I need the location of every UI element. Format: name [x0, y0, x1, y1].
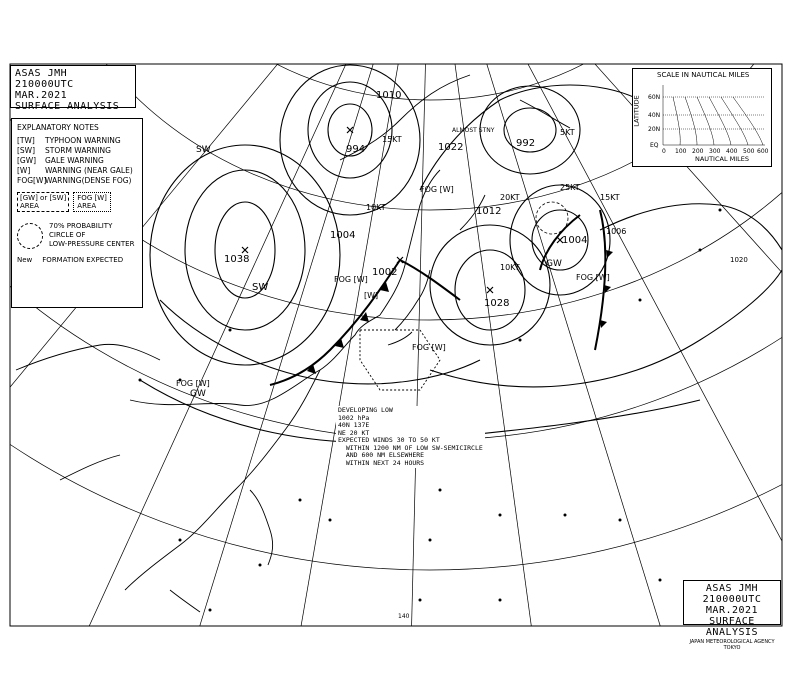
note-line: AND 600 NM ELSEWHERE — [338, 451, 425, 459]
legend-area-samples — [17, 192, 137, 212]
legend-item: [SW] STORM WARNING — [17, 146, 111, 155]
footer-box — [683, 580, 781, 651]
scale-xlabel: NAUTICAL MILES — [695, 155, 750, 163]
note-line: 1002 hPa — [338, 413, 370, 422]
low-1012-label: 1012 — [476, 206, 502, 217]
legend-item: [GW] GALE WARNING — [17, 156, 104, 165]
motion-25kt: 25KT — [560, 183, 580, 192]
gw-east-label: GW — [546, 259, 562, 269]
header-box — [10, 65, 136, 112]
legend-probability: 70% PROBABILITY CIRCLE OF LOW-PRESSURE CENTER — [17, 222, 137, 249]
low-994-label: 994 — [346, 144, 366, 155]
gw-west-label: GW — [190, 389, 206, 399]
low-1010-label: 1010 — [376, 90, 402, 101]
high-1028-label: 1028 — [484, 298, 510, 309]
scale-ylabel: LATITUDE — [632, 95, 641, 127]
motion-10kt-b: 10KT — [500, 263, 520, 272]
fog-area-sample: FOG [W] AREA — [73, 192, 111, 212]
legend-item: FOG[W] WARNING(DENSE FOG) — [17, 176, 132, 185]
fog-upper-label: FOG [W] — [420, 185, 454, 194]
scale-xtick: 100 — [675, 148, 687, 155]
fog-japan-label: FOG [W] — [412, 343, 446, 352]
low-1004-east-label: 1004 — [562, 235, 588, 246]
w-north-label: [W] — [364, 291, 379, 300]
scale-xtick: 0 — [662, 148, 666, 155]
scale-ytick: EQ — [650, 142, 659, 149]
agency-label: JAPAN METEOROLOGICAL AGENCY TOKYO — [689, 639, 775, 651]
scale-graph — [633, 69, 771, 166]
footer-line1: ASAS JMH — [705, 583, 759, 594]
scale-xtick: 300 — [709, 148, 721, 155]
note-line: NE 20 KT — [338, 428, 370, 437]
note-line: WITHIN 1200 NM OF LOW SW-SEMICIRCLE — [338, 443, 483, 452]
legend-new: New FORMATION EXPECTED — [17, 256, 124, 264]
legend-title: EXPLANATORY NOTES — [17, 123, 99, 132]
scale-ytick: 60N — [648, 94, 661, 101]
low-1004-label: 1004 — [330, 230, 356, 241]
motion-10kt: 10KT — [366, 203, 386, 212]
lon-140-label: 140 — [398, 613, 410, 620]
developing-low-note — [336, 406, 485, 468]
note-line: 40N 137E — [338, 421, 370, 429]
motion-15kt-b: 15KT — [600, 193, 620, 202]
footer-line3: SURFACE ANALYSIS — [705, 616, 759, 638]
iso-1006-label: 1006 — [606, 227, 627, 236]
scale-xtick: 600 — [757, 148, 769, 155]
distance-scale — [632, 68, 772, 167]
sw-center-label: SW — [252, 282, 269, 293]
motion-5kt: 5KT — [560, 128, 575, 137]
scale-xtick: 500 — [743, 148, 755, 155]
note-line: EXPECTED WINDS 30 TO 50 KT — [338, 436, 440, 444]
scale-ytick: 20N — [648, 126, 661, 133]
high-1038-label: 1038 — [224, 254, 250, 265]
legend-item: [W] WARNING (NEAR GALE) — [17, 166, 133, 175]
header-line1: ASAS JMH — [15, 68, 68, 79]
footer-line2: 210000UTC MAR.2021 — [702, 594, 762, 616]
low-992-label: 992 — [516, 138, 536, 149]
fog-sw-label: FOG [W] — [176, 379, 210, 388]
note-line: WITHIN NEXT 24 HOURS — [338, 458, 425, 467]
probability-circle-icon — [17, 223, 43, 249]
high-1022-label: 1022 — [438, 142, 464, 153]
fog-east-label: FOG [W] — [576, 273, 610, 282]
motion-20kt: 20KT — [500, 193, 520, 202]
scale-ytick: 40N — [648, 112, 661, 119]
explanatory-notes — [11, 118, 143, 308]
legend-item: [TW] TYPHOON WARNING — [17, 136, 121, 145]
header-line2: 210000UTC MAR.2021 — [15, 79, 74, 101]
low-1002-label: 1002 — [372, 267, 398, 278]
motion-15kt: 15KT — [382, 135, 402, 144]
header-line3: SURFACE ANALYSIS — [15, 101, 120, 112]
scale-title: SCALE IN NAUTICAL MILES — [657, 71, 750, 79]
sw-nw-label: SW — [196, 145, 211, 155]
scale-xtick: 200 — [692, 148, 704, 155]
fog-center-label: FOG [W] — [334, 275, 368, 284]
note-line: DEVELOPING LOW — [338, 406, 393, 414]
almost-stny-label: ALMOST STNY — [452, 127, 495, 134]
iso-1020-label: 1020 — [730, 256, 748, 264]
scale-xtick: 400 — [726, 148, 738, 155]
gw-sw-area-sample: [GW] or [SW] AREA — [17, 192, 69, 212]
